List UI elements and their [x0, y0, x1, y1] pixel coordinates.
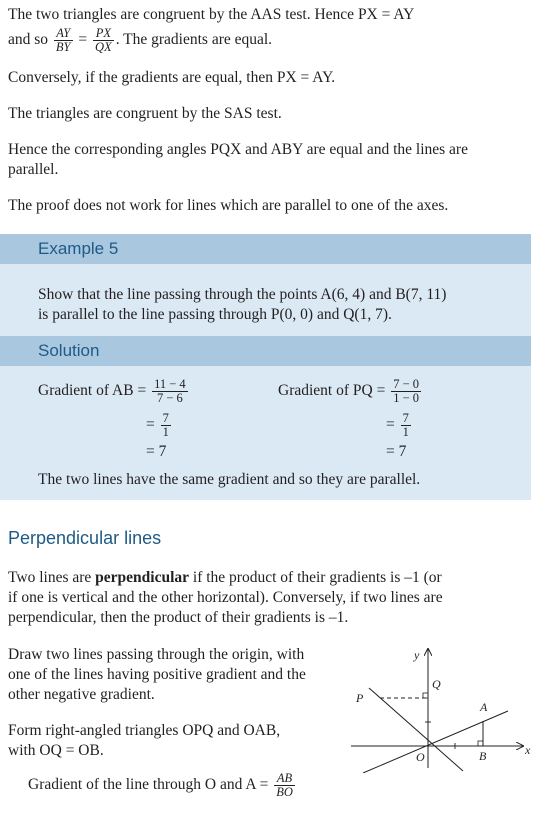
conversely-text: Conversely, if the gradients are equal, then PX = AY.: [8, 69, 336, 86]
solution-panel: [0, 366, 531, 500]
solution-header: [0, 336, 531, 366]
y-label: y: [414, 648, 420, 662]
form-line2: with OQ = OB.: [8, 742, 104, 759]
gradient-oa-line: Gradient of the line through O and A = $\frac{AB}{BO}$: [28, 771, 293, 799]
ab-result: = 7: [146, 443, 167, 460]
draw-line2: one of the lines having positive gradient and the: [8, 666, 306, 683]
example-header: [0, 234, 531, 264]
q-label: Q: [432, 677, 441, 691]
gradients-equal-text: . The gradients are equal.: [115, 31, 273, 49]
proof-text: The proof does not work for lines which are parallel to one of the axes.: [8, 197, 449, 214]
and-so-text: and so: [8, 31, 49, 49]
question-line2: is parallel to the line passing through P(0, 0) and Q(1, 7).: [38, 306, 392, 323]
perpendicular-lines-diagram: [343, 643, 533, 773]
gradient-pq-label: Gradient of PQ =: [278, 382, 386, 400]
intro-line1: The two triangles are congruent by the AAS test. Hence PX = AY: [8, 6, 415, 23]
fraction-pq: $\frac{7 - 0}{1 - 0}$: [393, 377, 420, 405]
perpendicular-term: perpendicular: [95, 569, 190, 586]
question-line1: Show that the line passing through the points A(6, 4) and B(7, 11): [38, 286, 447, 303]
pq-result: = 7: [386, 443, 407, 460]
form-line1: Form right-angled triangles OPQ and OAB,: [8, 722, 281, 739]
gradient-ab-line: [38, 378, 190, 405]
solution-title: Solution: [38, 341, 100, 360]
fraction-ay-by: $\frac{AY}{BY}$: [55, 26, 71, 54]
positive-gradient-line: [363, 711, 508, 773]
conclusion-text: The two lines have the same gradient and so they are parallel.: [38, 471, 421, 488]
hence-text-1: Hence the corresponding angles PQX and ABY are equal and the lines are: [8, 141, 468, 158]
draw-line1: Draw two lines passing through the origin, with: [8, 646, 305, 663]
fraction-ab: $\frac{11 - 4}{7 - 6}$: [154, 377, 186, 405]
p-label: P: [356, 691, 364, 705]
pq-step: = $\frac{7}{1}$: [386, 411, 409, 439]
example-question-panel: [0, 264, 531, 336]
section-heading: Perpendicular lines: [8, 528, 162, 548]
gradient-ab-label: Gradient of AB =: [38, 382, 147, 400]
b-label: B: [479, 749, 487, 763]
o-label: O: [416, 750, 425, 764]
sas-text: The triangles are congruent by the SAS test.: [8, 105, 282, 122]
q-right-angle-marker: [423, 693, 428, 698]
a-label: A: [480, 700, 488, 714]
intro-ratio-line: and so $\frac{AY}{BY}$ = $\frac{PX}{QX}$ . The gradients are equal.: [8, 26, 273, 54]
draw-line3: other negative gradient.: [8, 686, 155, 703]
ab-step: = $\frac{7}{1}$: [146, 411, 169, 439]
perp-definition-line1: Two lines are perpendicular if the product of their gradients is –1 (or: [8, 569, 442, 586]
perp-definition-line2: if one is vertical and the other horizontal). Conversely, if two lines are: [8, 589, 443, 606]
hence-text-2: parallel.: [8, 161, 59, 178]
fraction-ab-bo: $\frac{AB}{BO}$: [276, 771, 293, 799]
perp-definition-line3: perpendicular, then the product of their gradients is –1.: [8, 609, 349, 626]
b-right-angle-marker: [478, 741, 483, 746]
example-title: Example 5: [38, 239, 119, 258]
gradient-pq-line: [278, 378, 423, 405]
x-label: x: [525, 743, 531, 757]
fraction-px-qx: $\frac{PX}{QX}$: [95, 26, 112, 54]
